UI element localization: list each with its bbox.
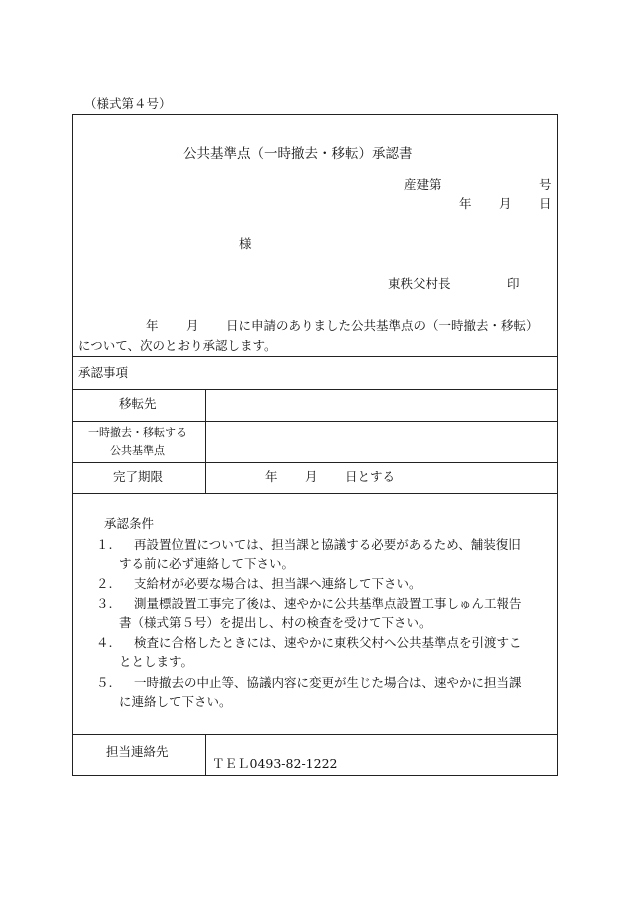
intro-line1: 日に申請のありました公共基準点の（一時撤去・移転） [226, 318, 539, 333]
conditions-heading: 承認条件 [104, 516, 155, 531]
condition-2-line1: 支給材が必要な場合は、担当課へ連絡して下さい。 [134, 576, 422, 591]
rule-after-intro [72, 356, 558, 357]
rule-after-section [72, 389, 558, 390]
condition-2-number: ２. [96, 576, 113, 591]
table-column-divider [205, 389, 206, 493]
condition-3-line1: 測量標設置工事完了後は、速やかに公共基準点設置工事しゅん工報告 [134, 596, 522, 611]
condition-5-line2: に連絡して下さい。 [119, 694, 232, 709]
condition-1-number: １. [96, 537, 113, 552]
rule-before-contact [72, 734, 558, 735]
rule-after-row3 [72, 493, 558, 494]
section-title: 承認事項 [78, 365, 129, 380]
intro-year: 年 [146, 318, 159, 333]
document-title: 公共基準点（一時撤去・移転）承認書 [183, 146, 413, 162]
contact-column-divider [205, 734, 206, 776]
condition-4-number: ４. [96, 635, 113, 650]
row-benchmark-label-line1: 一時撤去・移転する [88, 426, 187, 439]
rule-after-row2 [72, 462, 558, 463]
rule-after-row1 [72, 421, 558, 422]
row-destination-label: 移転先 [119, 396, 157, 411]
form-label: （様式第４号） [84, 96, 172, 111]
intro-month: 月 [186, 318, 199, 333]
condition-3-line2: 書（様式第５号）を提出し、村の検査を受けて下さい。 [119, 615, 432, 630]
condition-4-line1: 検査に合格したときには、速やかに東秩父村へ公共基準点を引渡すこ [134, 635, 522, 650]
row-deadline-year: 年 [265, 469, 278, 484]
ref-prefix: 産建第 [404, 177, 442, 192]
ref-suffix: 号 [539, 177, 552, 192]
contact-label: 担当連絡先 [106, 744, 169, 759]
issuer-name: 東秩父村長 [388, 276, 451, 291]
condition-1-line2: する前に必ず連絡して下さい。 [119, 556, 295, 571]
date-year: 年 [459, 196, 472, 211]
condition-1-line1: 再設置位置については、担当課と協議する必要があるため、舗装復旧 [134, 537, 521, 552]
issuer-seal: 印 [507, 276, 520, 291]
row-deadline-month: 月 [305, 469, 318, 484]
condition-4-line2: ととします。 [119, 654, 194, 669]
row-deadline-label: 完了期限 [113, 469, 164, 484]
row-deadline-suffix: 日とする [345, 469, 396, 484]
condition-5-line1: 一時撤去の中止等、協議内容に変更が生じた場合は、速やかに担当課 [134, 675, 522, 690]
contact-tel: ＴＥＬ0493-82-1222 [212, 756, 338, 771]
condition-5-number: ５. [96, 675, 113, 690]
row-benchmark-label-line2: 公共基準点 [110, 444, 165, 457]
intro-line2: について、次のとおり承認します。 [78, 338, 277, 353]
addressee-honorific: 様 [239, 236, 252, 251]
date-month: 月 [499, 196, 512, 211]
condition-3-number: ３. [96, 596, 113, 611]
date-day: 日 [539, 196, 552, 211]
